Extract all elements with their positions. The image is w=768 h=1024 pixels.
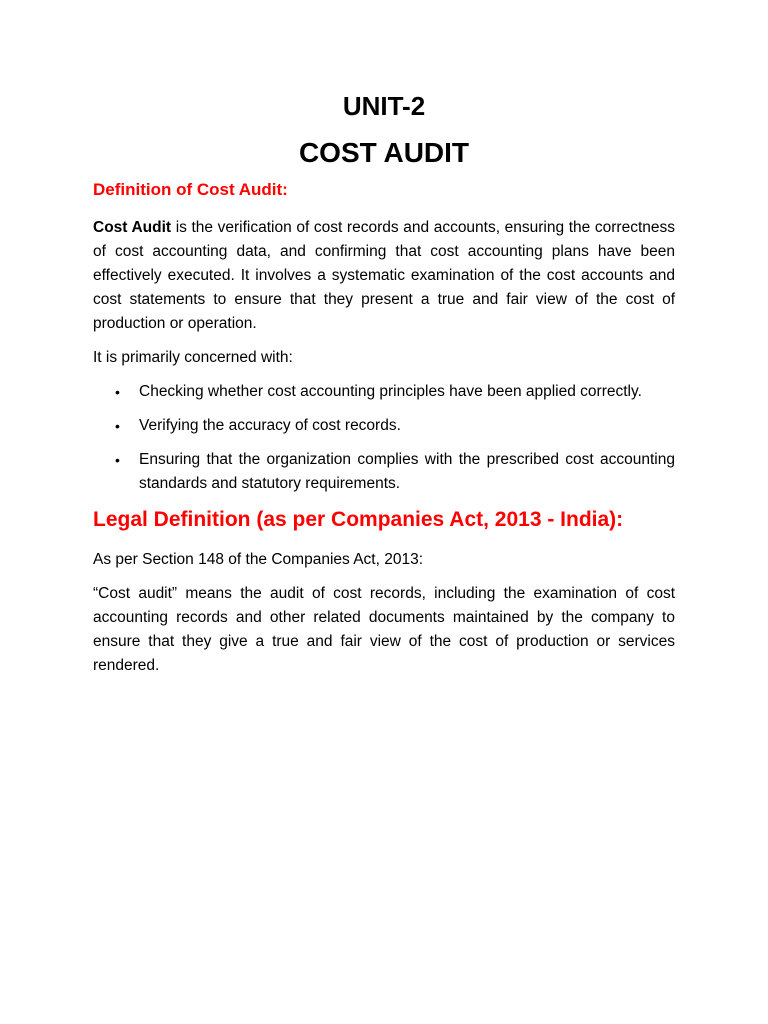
- list-item-text: Ensuring that the organization complies with the prescribed cost accounting standards and statutory requirements.: [139, 451, 675, 492]
- bullet-icon: •: [115, 418, 120, 434]
- list-item-text: Verifying the accuracy of cost records.: [139, 417, 401, 434]
- legal-definition-heading: Legal Definition (as per Companies Act, 2013 - India):: [93, 508, 624, 531]
- definition-heading: Definition of Cost Audit:: [93, 180, 288, 199]
- definition-text: is the verification of cost records and accounts, ensuring the correctness of cost accounting data, and confirming that cost accounting plans have been effectively executed. It involves a systematic examination of the cost accounts and cost statements to ensure that they present a true and fair view of the cost of production or operation.: [93, 219, 675, 332]
- section-reference: As per Section 148 of the Companies Act, 2013:: [93, 551, 424, 568]
- title-block: [0, 86, 768, 173]
- page-title: COST AUDIT: [298, 137, 470, 168]
- concerns-list: [93, 380, 675, 496]
- concerned-intro: It is primarily concerned with:: [93, 349, 293, 366]
- definition-paragraph: [93, 216, 675, 336]
- list-item-text: Checking whether cost accounting principles have been applied correctly.: [139, 383, 642, 400]
- bullet-icon: •: [115, 384, 120, 400]
- document-body: [93, 178, 675, 688]
- legal-definition-paragraph: “Cost audit” means the audit of cost records, including the examination of cost accounting records and other related documents maintained by the company to ensure that they give a true and fair view of the cost of production or services rendered.: [93, 585, 675, 674]
- unit-title: UNIT-2: [342, 91, 426, 121]
- list-item: [93, 380, 675, 404]
- list-item: [93, 414, 675, 438]
- list-item: [93, 448, 675, 496]
- cost-audit-term: Cost Audit: [93, 219, 172, 236]
- bullet-icon: •: [115, 452, 120, 468]
